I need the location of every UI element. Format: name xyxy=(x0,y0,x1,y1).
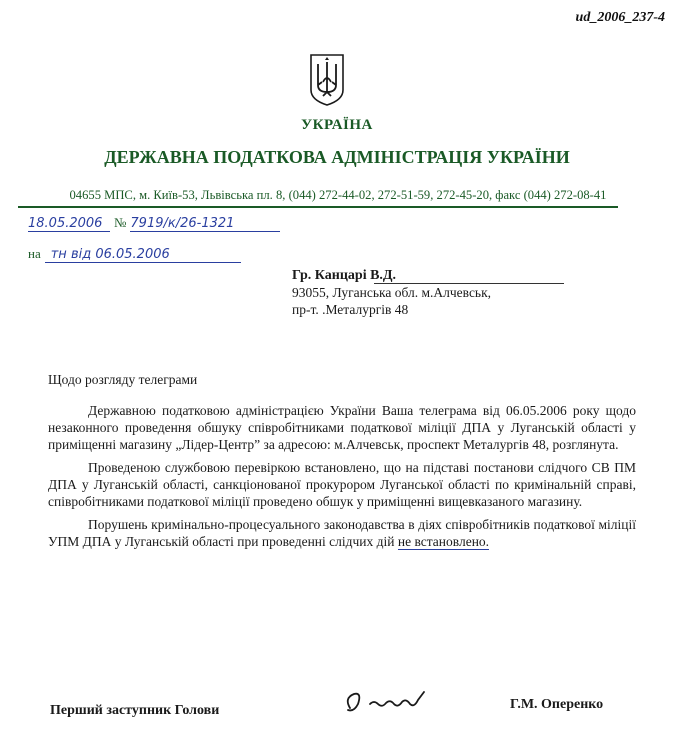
reference-label: на xyxy=(28,246,41,261)
recipient-block xyxy=(292,268,491,318)
trident-emblem-icon xyxy=(308,52,346,108)
agency-name: ДЕРЖАВНА ПОДАТКОВА АДМІНІСТРАЦІЯ УКРАЇНИ xyxy=(104,147,570,167)
body-paragraph-1: Державною податковою адміністрацією України Ваша телеграма від 06.05.2006 року щодо незаконного проведення обшуку співробітниками податкової міліції ДПА у Луганській області у приміщенні магазину „Лідер-Центр” за адресою: м.Алчевськ, проспект Металургів 48, розглянута. xyxy=(48,403,636,452)
number-label: № xyxy=(114,215,127,230)
agency-address: 04655 МПС, м. Київ-53, Львівська пл. 8, (044) 272-44-02, 272-51-59, 272-45-20, факс (044) 272-08-41 xyxy=(69,188,607,202)
signatory-title: Перший заступник Голови xyxy=(50,703,220,718)
reference-row xyxy=(28,245,241,263)
recipient-address-line-2: пр-т. .Металургів 48 xyxy=(292,302,409,317)
body-paragraph-3 xyxy=(48,516,636,550)
outgoing-date: 18.05.2006 xyxy=(28,216,110,232)
header-divider xyxy=(18,206,618,208)
country-name: УКРАЇНА xyxy=(301,117,373,133)
letter-body xyxy=(48,402,636,556)
recipient-address-line-1: 93055, Луганська обл. м.Алчевськ, xyxy=(292,285,492,300)
reference-value: тн від 06.05.2006 xyxy=(45,247,241,263)
body-paragraph-3-text: Порушень кримінально-процесуального законодавства в діях співробітників податкової міліції УПМ ДПА у Луганській області при проведенні слідчих дій xyxy=(48,517,636,549)
recipient-name: Гр. Канцарі В.Д. xyxy=(292,268,397,283)
registration-row xyxy=(28,214,280,232)
handwritten-signature xyxy=(340,680,460,720)
outgoing-number: 7919/к/26-1321 xyxy=(130,216,280,232)
recipient-underline xyxy=(374,283,564,284)
body-paragraph-3-conclusion: не встановлено. xyxy=(397,534,490,549)
subject-line: Щодо розгляду телеграми xyxy=(48,372,198,387)
signatory-name: Г.М. Оперенко xyxy=(510,697,604,712)
document-id: ud_2006_237-4 xyxy=(575,10,665,25)
body-paragraph-2: Проведеною службовою перевіркою встановлено, що на підставі постанови слідчого СВ ПМ ДПА у Луганській області, санкціонованої прокурором Луганської області по кримінальній справі, співробітниками податкової міліції проведено обшук у приміщенні вищевказаного магазину. xyxy=(48,460,636,509)
